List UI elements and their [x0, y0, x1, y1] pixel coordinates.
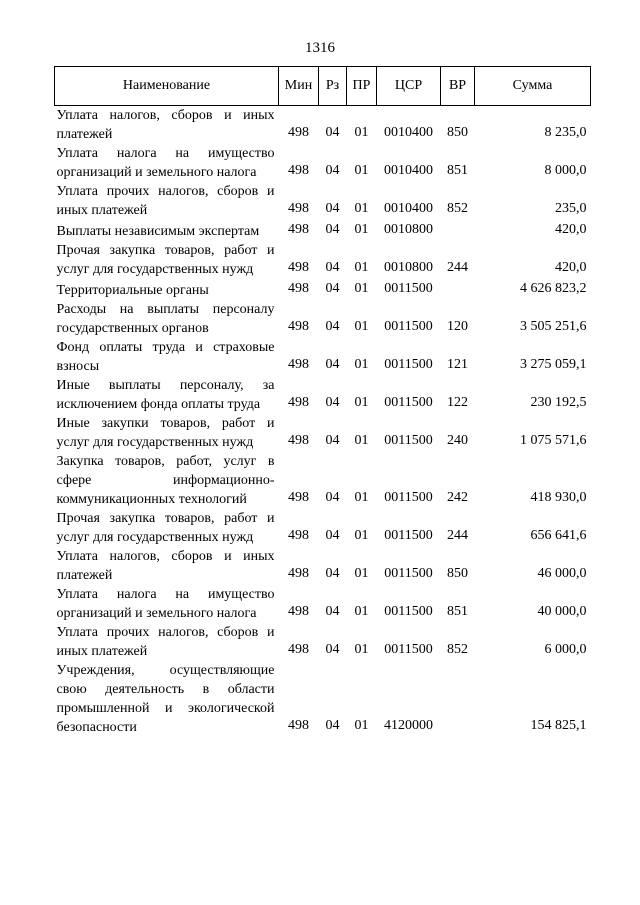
cell-rz: 04: [325, 125, 340, 140]
cell-name: Закупка товаров, работ, услуг в сфере информационно-коммуникационных технологий: [56, 454, 275, 507]
table-row: [55, 623, 591, 661]
cell-vr: 244: [447, 528, 468, 543]
cell-csr: 0011500: [384, 433, 433, 448]
cell-pr: 01: [354, 433, 369, 448]
table-body: [55, 106, 591, 738]
cell-min: 498: [288, 201, 309, 216]
cell-rz: 04: [325, 490, 340, 505]
table-row: [55, 661, 591, 737]
cell-sum: 154 825,1: [530, 718, 587, 733]
cell-pr: 01: [354, 642, 369, 657]
cell-pr: 01: [354, 357, 369, 372]
cell-name: Расходы на выплаты персоналу государственных органов: [56, 302, 275, 336]
cell-rz: 04: [325, 718, 340, 733]
cell-sum: 8 235,0: [544, 125, 587, 140]
cell-name: Территориальные органы: [56, 283, 209, 298]
cell-pr: 01: [354, 125, 369, 140]
cell-sum: 4 626 823,2: [520, 281, 587, 296]
cell-csr: 0010400: [384, 201, 433, 216]
header-min: Мин: [279, 67, 319, 106]
table-row: [55, 182, 591, 220]
cell-name: Уплата прочих налогов, сборов и иных платежей: [56, 184, 275, 218]
cell-pr: 01: [354, 163, 369, 178]
table-row: [55, 338, 591, 376]
cell-name: Фонд оплаты труда и страховые взносы: [56, 340, 275, 374]
cell-name: Прочая закупка товаров, работ и услуг для государственных нужд: [56, 243, 275, 277]
cell-pr: 01: [354, 260, 369, 275]
cell-name: Уплата налога на имущество организаций и земельного налога: [56, 587, 275, 621]
table-header-row: [55, 67, 591, 106]
cell-pr: 01: [354, 718, 369, 733]
cell-sum: 3 275 059,1: [520, 357, 587, 372]
cell-rz: 04: [325, 566, 340, 581]
cell-min: 498: [288, 163, 309, 178]
header-vr: ВР: [441, 67, 475, 106]
cell-csr: 0011500: [384, 566, 433, 581]
cell-name: Уплата налога на имущество организаций и земельного налога: [56, 146, 275, 180]
cell-vr: [441, 220, 475, 241]
cell-csr: 0011500: [384, 281, 433, 296]
cell-min: 498: [288, 281, 309, 296]
cell-sum: 40 000,0: [537, 604, 587, 619]
cell-min: 498: [288, 357, 309, 372]
table-row: [55, 547, 591, 585]
cell-sum: 656 641,6: [530, 528, 587, 543]
table-row: [55, 509, 591, 547]
cell-sum: 420,0: [555, 260, 587, 275]
cell-rz: 04: [325, 433, 340, 448]
cell-vr: 121: [447, 357, 468, 372]
cell-csr: 0011500: [384, 319, 433, 334]
cell-name: Иные выплаты персоналу, за исключением фонда оплаты труда: [56, 378, 275, 412]
cell-min: 498: [288, 260, 309, 275]
cell-min: 498: [288, 528, 309, 543]
cell-min: 498: [288, 604, 309, 619]
cell-rz: 04: [325, 395, 340, 410]
cell-name: Выплаты независимым экспертам: [56, 224, 260, 239]
cell-csr: 0010800: [384, 222, 433, 237]
cell-rz: 04: [325, 260, 340, 275]
cell-vr: 852: [447, 642, 468, 657]
cell-min: 498: [288, 395, 309, 410]
cell-pr: 01: [354, 604, 369, 619]
cell-vr: 851: [447, 163, 468, 178]
cell-sum: 420,0: [555, 222, 587, 237]
table-row: [55, 279, 591, 300]
cell-sum: 8 000,0: [544, 163, 587, 178]
cell-rz: 04: [325, 642, 340, 657]
cell-csr: 0011500: [384, 642, 433, 657]
cell-min: 498: [288, 433, 309, 448]
cell-sum: 1 075 571,6: [520, 433, 587, 448]
cell-min: 498: [288, 125, 309, 140]
cell-csr: 0010400: [384, 163, 433, 178]
cell-csr: 0011500: [384, 490, 433, 505]
header-pr: ПР: [347, 67, 377, 106]
cell-vr: 242: [447, 490, 468, 505]
cell-min: 498: [288, 490, 309, 505]
cell-vr: [441, 661, 475, 737]
cell-vr: 852: [447, 201, 468, 216]
cell-pr: 01: [354, 281, 369, 296]
cell-name: Уплата налогов, сборов и иных платежей: [56, 108, 275, 142]
cell-sum: 3 505 251,6: [520, 319, 587, 334]
cell-vr: 851: [447, 604, 468, 619]
cell-min: 498: [288, 566, 309, 581]
table-row: [55, 241, 591, 279]
cell-csr: 0011500: [384, 357, 433, 372]
table-row: [55, 300, 591, 338]
cell-rz: 04: [325, 222, 340, 237]
table-row: [55, 220, 591, 241]
cell-vr: 850: [447, 125, 468, 140]
cell-pr: 01: [354, 528, 369, 543]
cell-name: Иные закупки товаров, работ и услуг для государственных нужд: [56, 416, 275, 450]
cell-name: Прочая закупка товаров, работ и услуг для государственных нужд: [56, 511, 275, 545]
cell-vr: 850: [447, 566, 468, 581]
cell-rz: 04: [325, 319, 340, 334]
cell-pr: 01: [354, 395, 369, 410]
page-number: 1316: [305, 40, 335, 56]
budget-table: [54, 66, 591, 737]
cell-pr: 01: [354, 566, 369, 581]
header-rz: Рз: [319, 67, 347, 106]
cell-rz: 04: [325, 281, 340, 296]
cell-rz: 04: [325, 357, 340, 372]
cell-rz: 04: [325, 201, 340, 216]
table-row: [55, 106, 591, 145]
cell-sum: 235,0: [555, 201, 587, 216]
cell-csr: 0010800: [384, 260, 433, 275]
cell-min: 498: [288, 642, 309, 657]
cell-pr: 01: [354, 490, 369, 505]
cell-csr: 0011500: [384, 604, 433, 619]
cell-csr: 4120000: [384, 718, 433, 733]
cell-csr: 0011500: [384, 395, 433, 410]
table-row: [55, 144, 591, 182]
cell-pr: 01: [354, 319, 369, 334]
header-sum: Сумма: [475, 67, 591, 106]
cell-sum: 6 000,0: [544, 642, 587, 657]
cell-min: 498: [288, 222, 309, 237]
cell-name: Уплата налогов, сборов и иных платежей: [56, 549, 275, 583]
cell-sum: 418 930,0: [530, 490, 587, 505]
cell-pr: 01: [354, 222, 369, 237]
cell-csr: 0011500: [384, 528, 433, 543]
table-row: [55, 414, 591, 452]
cell-name: Учреждения, осуществляющие свою деятельность в области промышленной и экологической безопасности: [56, 663, 275, 735]
cell-vr: 122: [447, 395, 468, 410]
cell-vr: [441, 279, 475, 300]
table-row: [55, 452, 591, 509]
cell-sum: 46 000,0: [537, 566, 587, 581]
cell-vr: 240: [447, 433, 468, 448]
cell-sum: 230 192,5: [530, 395, 587, 410]
cell-vr: 120: [447, 319, 468, 334]
cell-min: 498: [288, 718, 309, 733]
header-name: Наименование: [55, 67, 279, 106]
cell-rz: 04: [325, 604, 340, 619]
cell-rz: 04: [325, 163, 340, 178]
cell-name: Уплата прочих налогов, сборов и иных платежей: [56, 625, 275, 659]
cell-vr: 244: [447, 260, 468, 275]
cell-csr: 0010400: [384, 125, 433, 140]
cell-rz: 04: [325, 528, 340, 543]
table-row: [55, 585, 591, 623]
header-csr: ЦСР: [377, 67, 441, 106]
table-row: [55, 376, 591, 414]
cell-min: 498: [288, 319, 309, 334]
cell-pr: 01: [354, 201, 369, 216]
